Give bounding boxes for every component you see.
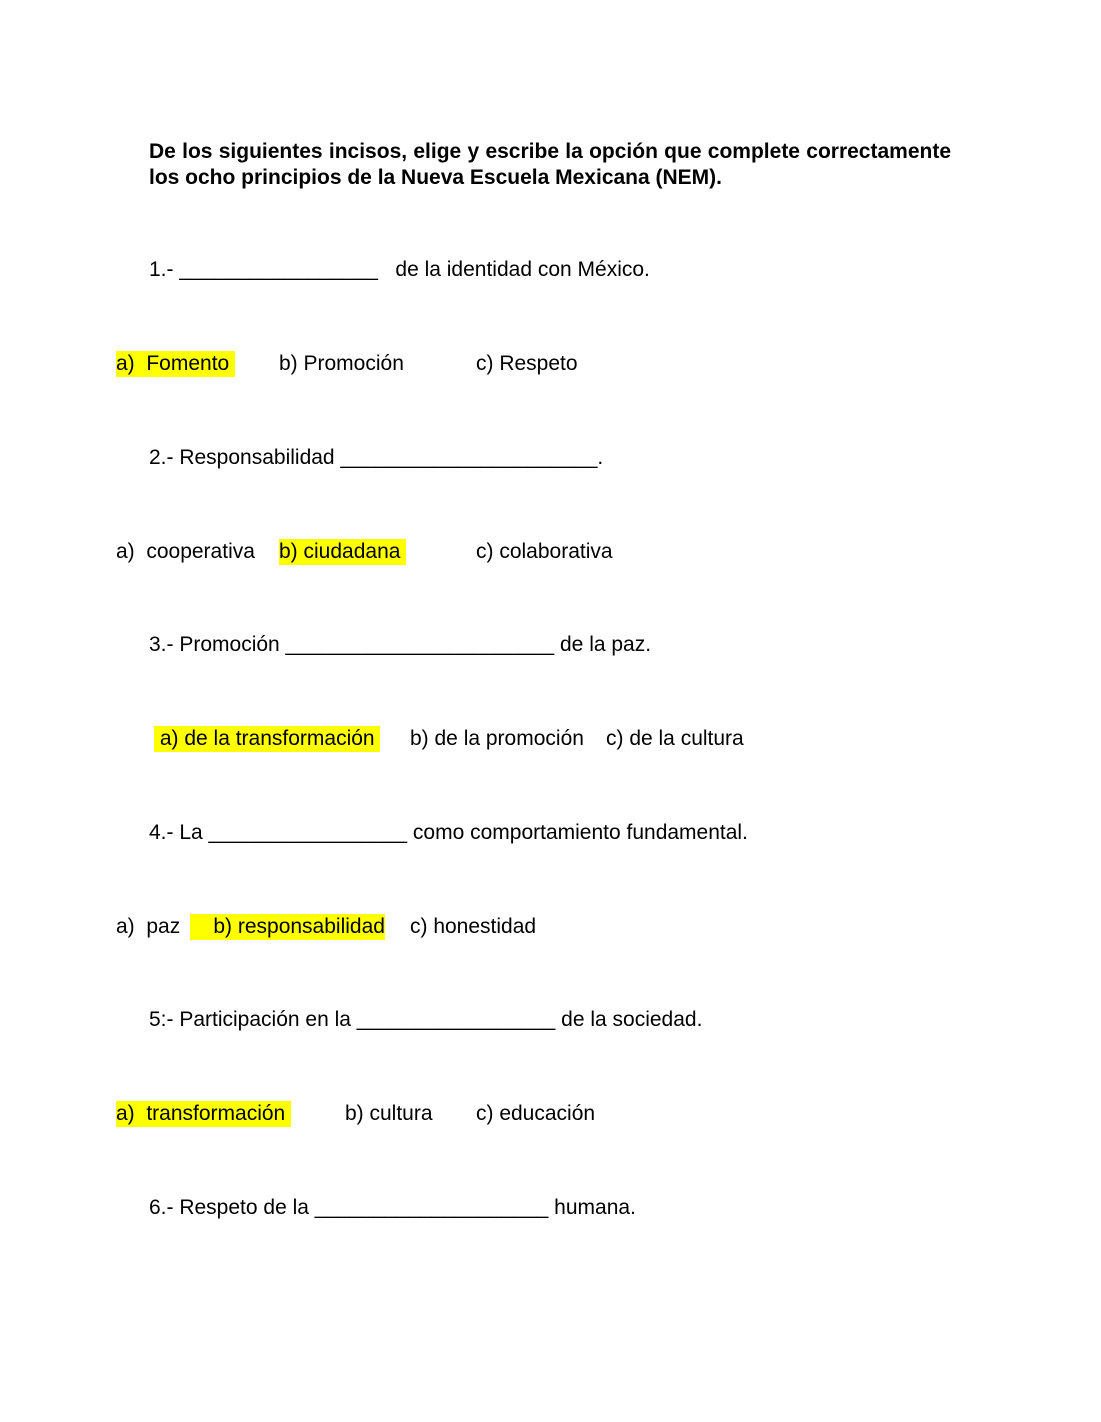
question-1-option-b: b) Promoción [279, 352, 404, 375]
question-3-prompt: 3.- Promoción _______________________ de la paz. [149, 633, 652, 656]
question-4-prompt: 4.- La _________________ como comportamiento fundamental. [149, 821, 748, 844]
question-4-option-b: b) responsabilidad [190, 915, 385, 938]
question-5-option-c: c) educación [476, 1102, 596, 1125]
instructions-text: De los siguientes incisos, elige y escribe la opción que complete correctamente los ocho principios de la Nueva Escuela Mexicana (NEM). [149, 140, 951, 189]
question-1-prompt: 1.- _________________ de la identidad con México. [149, 258, 650, 281]
question-5-option-a: a) transformación [116, 1102, 292, 1125]
question-3-option-c: c) de la cultura [606, 727, 744, 750]
question-2-option-c: c) colaborativa [476, 540, 613, 563]
question-6-prompt: 6.- Respeto de la ____________________ humana. [149, 1196, 636, 1219]
question-5-prompt: 5:- Participación en la _________________ de la sociedad. [149, 1008, 703, 1031]
question-2-option-a: a) cooperativa [116, 540, 255, 563]
question-3-option-b: b) de la promoción [410, 727, 584, 750]
question-3-option-a: a) de la transformación [154, 727, 381, 750]
question-4-option-c: c) honestidad [410, 915, 537, 938]
question-2-option-b: b) ciudadana [279, 540, 407, 563]
question-5-option-b: b) cultura [345, 1102, 433, 1125]
question-1-option-a: a) Fomento [116, 352, 236, 375]
question-1-option-c: c) Respeto [476, 352, 578, 375]
question-2-prompt: 2.- Responsabilidad ______________________. [149, 446, 604, 469]
question-4-option-a: a) paz [116, 915, 181, 938]
